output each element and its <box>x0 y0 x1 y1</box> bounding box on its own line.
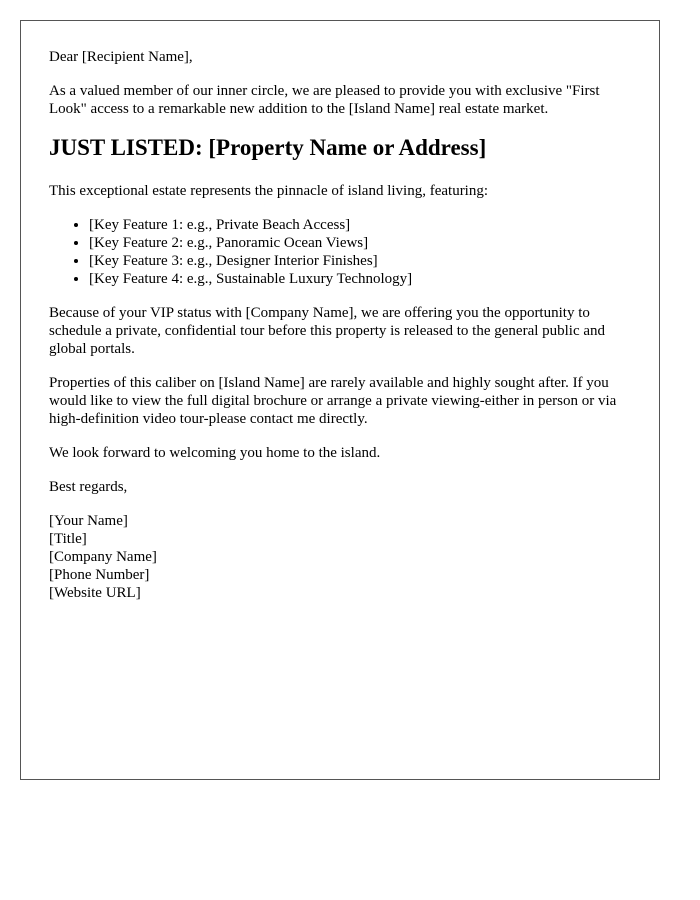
signature-block <box>49 512 631 602</box>
feature-item: • [Key Feature 2: e.g., Panoramic Ocean Views] <box>89 234 631 252</box>
vip-paragraph: Because of your VIP status with [Company Name], we are offering you the opportunity to schedule a private, confidential tour before this property is released to the general public and global portals. <box>49 305 606 357</box>
signature-name: [Your Name] <box>49 513 128 529</box>
signature-website: [Website URL] <box>49 585 141 601</box>
signature-title: [Title] <box>49 531 87 547</box>
salutation: Dear [Recipient Name], <box>49 49 193 65</box>
signature-company: [Company Name] <box>49 549 157 565</box>
intro-paragraph: As a valued member of our inner circle, we are pleased to provide you with exclusive "First Look" access to a remarkable new addition to the [Island Name] real estate market. <box>49 83 600 117</box>
feature-list <box>49 216 631 288</box>
feature-item: • [Key Feature 4: e.g., Sustainable Luxury Technology] <box>89 270 631 288</box>
features-intro: This exceptional estate represents the pinnacle of island living, featuring: <box>49 183 489 199</box>
listing-headline: JUST LISTED: [Property Name or Address] <box>49 135 487 160</box>
feature-item: • [Key Feature 3: e.g., Designer Interior Finishes] <box>89 252 631 270</box>
feature-item: • [Key Feature 1: e.g., Private Beach Access] <box>89 216 631 234</box>
welcome-line: We look forward to welcoming you home to the island. <box>49 445 381 461</box>
closing: Best regards, <box>49 479 128 495</box>
rarity-paragraph: Properties of this caliber on [Island Name] are rarely available and highly sought after. If you would like to view the full digital brochure or arrange a private viewing-either in person or via high-definition video tour-please contact me directly. <box>49 375 617 427</box>
letter <box>20 20 660 780</box>
signature-phone: [Phone Number] <box>49 567 150 583</box>
